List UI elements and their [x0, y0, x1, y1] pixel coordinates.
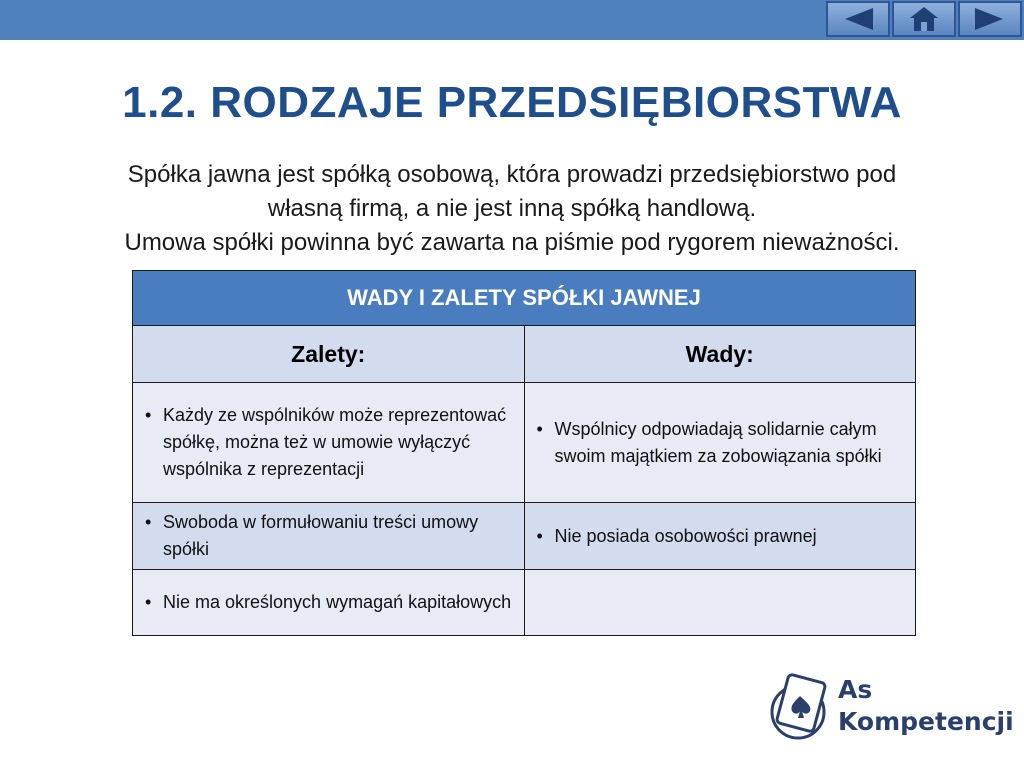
pro-cell: [133, 570, 525, 636]
logo-text: [838, 674, 1014, 738]
bullet-icon: •: [145, 592, 152, 612]
logo: [768, 668, 1014, 748]
table-header: WADY I ZALETY SPÓŁKI JAWNEJ: [133, 271, 916, 326]
table-row: [133, 570, 916, 636]
intro-line: własną firmą, a nie jest inną spółką handlową.: [267, 195, 757, 222]
intro-text: [20, 158, 1004, 260]
bullet-icon: •: [145, 512, 152, 532]
logo-line: As: [838, 675, 873, 704]
home-button[interactable]: [892, 1, 956, 37]
triangle-left-icon: [841, 6, 875, 32]
intro-line: Spółka jawna jest spółką osobową, która prowadzi przedsiębiorstwo pod: [127, 161, 897, 188]
triangle-right-icon: [973, 6, 1007, 32]
pro-text: Nie ma określonych wymagań kapitałowych: [163, 592, 512, 612]
pro-text: Każdy ze wspólników może reprezentować spółkę, można też w umowie wyłączyć wspólnika z reprezentacji: [163, 405, 507, 479]
intro-line: Umowa spółki powinna być zawarta na piśmie pod rygorem nieważności.: [124, 229, 900, 256]
pro-text: Swoboda w formułowaniu treści umowy spółki: [163, 512, 479, 559]
top-bar: [0, 0, 1024, 40]
con-cell: [524, 503, 916, 570]
card-spade-icon: [768, 668, 838, 746]
table-row: [133, 383, 916, 503]
next-button[interactable]: [958, 1, 1022, 37]
pros-cons-table: [132, 270, 916, 636]
bullet-icon: •: [145, 405, 152, 425]
logo-line: Kompetencji: [838, 707, 1014, 736]
con-text: Wspólnicy odpowiadają solidarnie całym swoim majątkiem za zobowiązania spółki: [554, 418, 882, 466]
pro-cell: [133, 503, 525, 570]
table-row: [133, 503, 916, 570]
con-text: Nie posiada osobowości prawnej: [554, 525, 817, 546]
page-title: 1.2. RODZAJE PRZEDSIĘBIORSTWA: [122, 78, 902, 127]
home-icon: [907, 5, 941, 33]
pro-cell: [133, 383, 525, 503]
con-cell-empty: [524, 570, 916, 636]
prev-button[interactable]: [826, 1, 890, 37]
bullet-icon: •: [536, 525, 543, 546]
column-header-pros: Zalety:: [133, 326, 525, 383]
nav-buttons: [826, 0, 1022, 40]
column-header-cons: Wady:: [524, 326, 916, 383]
con-cell: [524, 383, 916, 503]
bullet-icon: •: [536, 418, 543, 439]
